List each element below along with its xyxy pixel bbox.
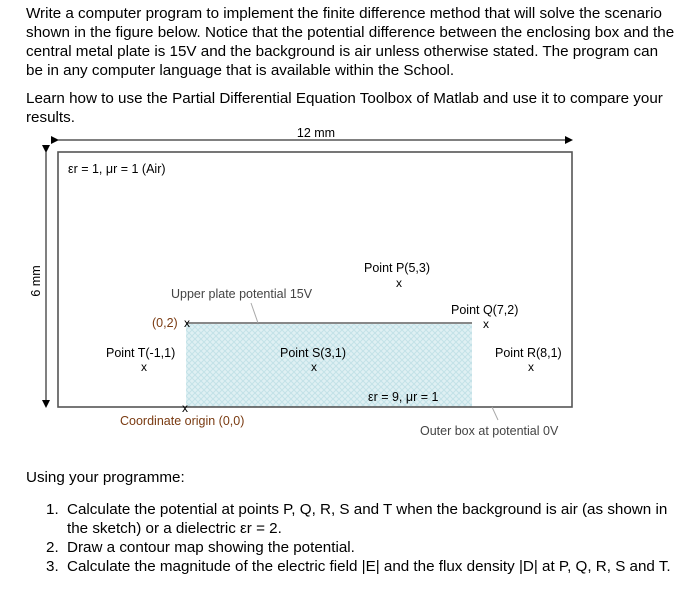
- point-t-marker: x: [141, 360, 147, 374]
- origin-marker: x: [182, 401, 188, 415]
- point-p-marker: x: [396, 276, 402, 290]
- question-text: Calculate the potential at points P, Q, R, S and T when the background is air (as shown in the sketch) or a dielectric εr = 2.: [67, 501, 668, 537]
- point-q-marker: x: [483, 317, 489, 331]
- intro-paragraph-1: Write a computer program to implement the finite difference method that will solve the scenario shown in the figure below. Notice that the potential difference between the enclosing box and the central metal plate is 15V and the background is air unless otherwise stated. The program can be in any computer language that is available within the School.: [26, 5, 675, 79]
- plate-leader-line: [251, 303, 258, 323]
- air-label: εr = 1, μr = 1 (Air): [68, 162, 166, 176]
- question-number: 1.: [46, 501, 59, 518]
- question-item: [46, 538, 676, 557]
- width-label: 12 mm: [296, 126, 336, 140]
- question-list: [46, 500, 676, 576]
- question-item: [46, 557, 676, 576]
- plate-label: Upper plate potential 15V: [171, 287, 313, 301]
- height-label: 6 mm: [29, 265, 43, 297]
- question-number: 2.: [46, 539, 59, 556]
- using-heading: Using your programme:: [26, 469, 185, 486]
- intro-paragraph-2: Learn how to use the Partial Differential Equation Toolbox of Matlab and use it to compare your results.: [26, 90, 663, 126]
- outer-box-label: Outer box at potential 0V: [420, 424, 559, 438]
- point-r-label: Point R(8,1): [495, 346, 562, 360]
- plate-start-label: (0,2): [152, 316, 178, 330]
- point-t-label: Point T(-1,1): [106, 346, 176, 360]
- question-text: Draw a contour map showing the potential.: [67, 539, 355, 556]
- point-s-marker: x: [311, 360, 317, 374]
- question-number: 3.: [46, 558, 59, 575]
- question-item: [46, 500, 676, 538]
- plate-start-marker: x: [184, 316, 190, 330]
- point-p-label: Point P(5,3): [364, 261, 431, 275]
- point-s-label: Point S(3,1): [280, 346, 347, 360]
- question-text: Calculate the magnitude of the electric field |E| and the flux density |D| at P, Q, R, S and T.: [67, 558, 671, 575]
- point-r-marker: x: [528, 360, 534, 374]
- origin-label: Coordinate origin (0,0): [120, 414, 245, 428]
- outer-box-leader-line: [492, 407, 498, 420]
- dielectric-label: εr = 9, μr = 1: [368, 390, 439, 404]
- point-q-label: Point Q(7,2): [451, 303, 519, 317]
